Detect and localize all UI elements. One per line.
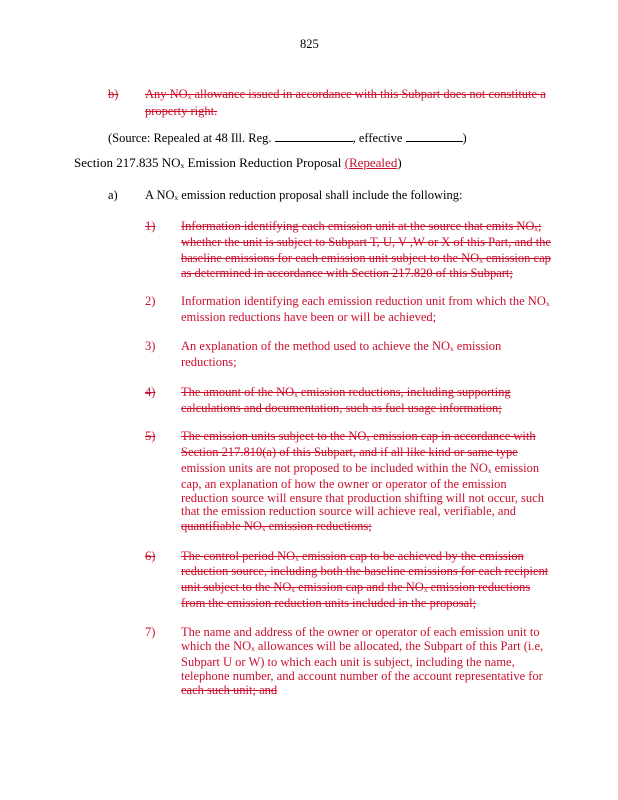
item-a-text: A NOₓ emission reduction proposal shall include the following: xyxy=(145,188,463,202)
deleted-text-line: as determined in accordance with Section 217.820 of this Subpart; xyxy=(181,266,513,280)
item-a-label: a) xyxy=(108,188,118,202)
item-number: 2) xyxy=(145,294,156,308)
text-line: which the NOₓ allowances will be allocated, the Subpart of this Part (i.e, xyxy=(181,639,544,653)
item-number: 1) xyxy=(145,219,156,233)
deleted-text-line: calculations and documentation, such as fuel usage information; xyxy=(181,401,502,415)
text-line: that the emission reduction source will achieve real, verifiable, and xyxy=(181,504,516,518)
deleted-text-line: baseline emissions for each emission unit subject to the NOₓ emission cap xyxy=(181,251,551,265)
deleted-text-line: reduction source, including both the baseline emissions for each recipient xyxy=(181,564,549,578)
deleted-text-line: whether the unit is subject to Subpart T, U, V ,W or X of this Part, and the xyxy=(181,235,551,249)
effective-blank xyxy=(406,130,463,142)
source-note xyxy=(108,130,467,145)
item-number: 6) xyxy=(145,549,156,563)
text-line: cap, an explanation of how the owner or operator of the emission xyxy=(181,477,507,491)
deleted-text-line: unit subject to the NOₓ emission cap and the NOₓ emission reductions xyxy=(181,580,531,594)
deleted-text-line: Information identifying each emission unit at the source that emits NOₓ; xyxy=(181,219,542,233)
source-middle: , effective xyxy=(352,131,406,145)
deleted-text-line: each such unit; and xyxy=(181,683,278,697)
section-heading xyxy=(74,156,402,170)
item-b-label: b) xyxy=(108,87,119,101)
text-line: The name and address of the owner or operator of each emission unit to xyxy=(181,625,540,639)
source-prefix: (Source: Repealed at 48 Ill. Reg. xyxy=(108,131,275,145)
text-line: Information identifying each emission reduction unit from which the NOₓ xyxy=(181,294,550,308)
text-line: emission reductions have been or will be achieved; xyxy=(181,310,437,324)
text-line: reductions; xyxy=(181,355,237,369)
section-close: ) xyxy=(397,155,402,170)
text-line: An explanation of the method used to achieve the NOₓ emission xyxy=(181,339,502,353)
text-line: telephone number, and account number of the account representative for xyxy=(181,669,543,683)
item-b-line-1: Any NOₓ allowance issued in accordance with this Subpart does not constitute a xyxy=(145,87,546,101)
page-number: 825 xyxy=(300,37,319,51)
text-line: Subpart U or W) to which each unit is subject, including the name, xyxy=(181,655,515,669)
item-number: 5) xyxy=(145,429,156,443)
section-status: (Repealed xyxy=(344,155,398,170)
deleted-text-line: quantifiable NOₓ emission reductions; xyxy=(181,519,372,533)
item-b-line-2: property right. xyxy=(145,104,218,118)
deleted-text-line: The amount of the NOₓ emission reductions, including supporting xyxy=(181,385,511,399)
deleted-text-line: Section 217.810(a) of this Subpart, and if all like kind or same type xyxy=(181,445,518,459)
section-title: Section 217.835 NOₓ Emission Reduction Proposal xyxy=(74,155,345,170)
deleted-text-line: The emission units subject to the NOₓ emission cap in accordance with xyxy=(181,429,536,443)
item-number: 4) xyxy=(145,385,156,399)
item-number: 3) xyxy=(145,339,156,353)
text-line: emission units are not proposed to be included within the NOₓ emission xyxy=(181,461,540,475)
register-blank xyxy=(275,130,353,142)
deleted-text-line: The control period NOₓ emission cap to be achieved by the emission xyxy=(181,549,524,563)
source-suffix: ) xyxy=(462,131,467,145)
item-number: 7) xyxy=(145,625,156,639)
deleted-text-line: from the emission reduction units included in the proposal; xyxy=(181,596,477,610)
text-line: reduction source will ensure that production shifting will not occur, such xyxy=(181,491,544,505)
